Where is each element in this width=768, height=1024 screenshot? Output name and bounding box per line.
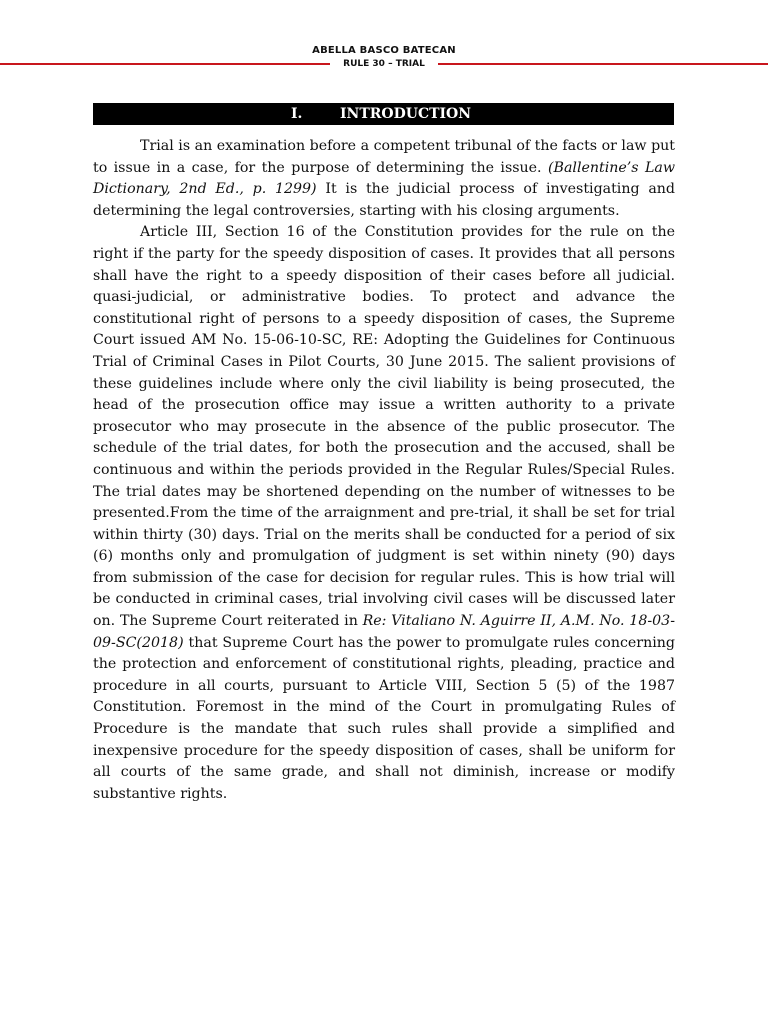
section-number: I.	[291, 106, 303, 122]
section-title: INTRODUCTION	[340, 106, 472, 122]
paragraph-2-text-a: Article III, Section 16 of the Constitution provides for the rule on the right if the party for the speedy disposition of cases. It provides that all persons shall have the right to a speedy disposition of their cases before all judicial. quasi-judicial, or administrative bodies. To protect and advance the constitutional right of persons to a speedy disposition of cases, the Supreme Court issued AM No. 15-06-10-SC, RE: Adopting the Guidelines for Continuous Trial of Criminal Cases in Pilot Courts, 30 June 2015. The salient provisions of these guidelines include where only the civil liability is being prosecuted, the head of the prosecution office may issue a written authority to a private prosecutor who may prosecute in the absence of the public prosecutor. The schedule of the trial dates, for both the prosecution and the accused, shall be continuous and within the periods provided in the Regular Rules/Special Rules. The trial dates may be shortened depending on the number of witnesses to be presented.From the time of the arraignment and pre-trial, it shall be set for trial within thirty (30) days. Trial on the merits shall be conducted for a period of six (6) months only and promulgation of judgment is set within ninety (90) days from submission of the case for decision for regular rules. This is how trial will be conducted in criminal cases, trial involving civil cases will be discussed later on. The Supreme Court reiterated in	[93, 224, 675, 630]
header-author: ABELLA BASCO BATECAN	[312, 45, 456, 56]
paragraph-2-text-b: that Supreme Court has the power to promulgate rules concerning the protection and enforcement of constitutional rights, pleading, practice and procedure in all courts, pursuant to Article VIII, Section 5 (5) of the 1987 Constitution. Foremost in the mind of the Court in promulgating Rules of Procedure is the mandate that such rules shall provide a simplified and inexpensive procedure for the speedy disposition of cases, shall be uniform for all courts of the same grade, and shall not diminish, increase or modify substantive rights.	[93, 634, 675, 802]
paragraph-2	[93, 222, 675, 805]
paragraph-1-text-b: It is the judicial process of investigating and determining the legal controversies, starting with his closing arguments.	[93, 181, 675, 219]
paragraph-1	[93, 136, 675, 222]
paragraph-1-citation: (Ballentine’s Law Dictionary, 2nd Ed., p. 1299)	[93, 159, 676, 198]
page-header	[0, 44, 768, 70]
header-rule	[0, 58, 768, 70]
header-rule-title: RULE 30 – TRIAL	[343, 59, 425, 69]
section-heading-bar	[93, 103, 674, 125]
body-text	[93, 136, 675, 805]
paragraph-2-citation: Re: Vitaliano N. Aguirre II, A.M. No. 18-03-09-SC(2018)	[93, 613, 675, 651]
paragraph-1-text-a: Trial is an examination before a competent tribunal of the facts or law put to issue in a case, for the purpose of determining the issue.	[93, 138, 675, 176]
